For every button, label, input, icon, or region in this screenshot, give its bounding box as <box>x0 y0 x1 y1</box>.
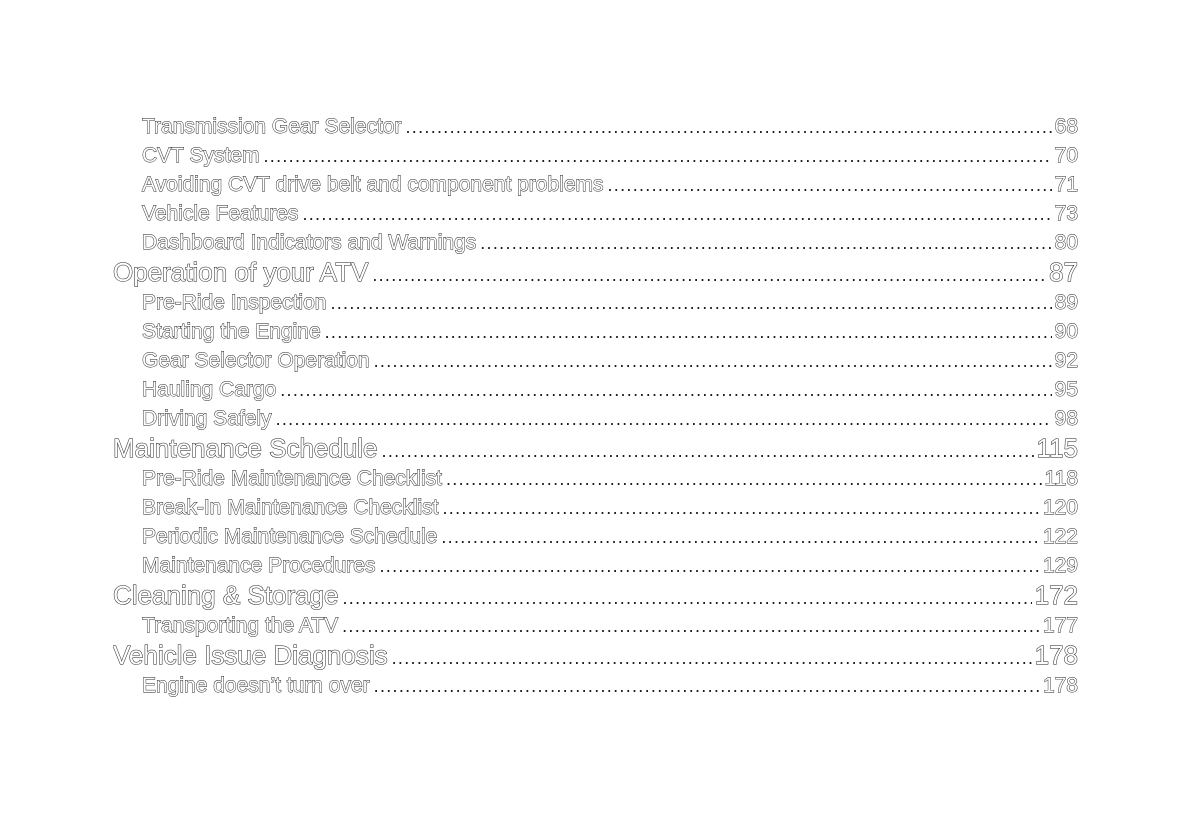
toc-entry-title: Transporting the ATV <box>142 614 339 637</box>
toc-entry-page: 118 <box>1044 467 1078 490</box>
toc-entry[interactable] <box>113 112 1078 141</box>
toc-section-page: 178 <box>1034 640 1078 670</box>
toc-section-title: Operation of your ATV <box>113 257 369 287</box>
toc-entry-title: Pre-Ride Inspection <box>142 291 327 314</box>
toc-entry[interactable] <box>113 346 1078 375</box>
dot-leader <box>405 113 1051 141</box>
toc-entry[interactable] <box>113 404 1078 433</box>
toc-entry[interactable] <box>113 228 1078 257</box>
toc-section-entry[interactable] <box>113 433 1078 464</box>
toc-entry-title: Maintenance Procedures <box>142 554 376 577</box>
toc-entry-page: 80 <box>1054 231 1078 254</box>
toc-entry-page: 90 <box>1054 320 1078 343</box>
toc-entry-page: 120 <box>1042 496 1078 519</box>
toc-entry[interactable] <box>113 170 1078 199</box>
toc-entry[interactable] <box>113 522 1078 551</box>
dot-leader <box>280 376 1051 404</box>
toc-entry-page: 122 <box>1042 525 1078 548</box>
toc-entry-title: Pre-Ride Maintenance Checklist <box>142 467 442 490</box>
dot-leader <box>608 171 1052 199</box>
dot-leader <box>392 643 1032 671</box>
toc-entry-page: 92 <box>1054 349 1078 372</box>
toc-entry[interactable] <box>113 375 1078 404</box>
dot-leader <box>342 612 1040 640</box>
dot-leader <box>342 583 1031 611</box>
dot-leader <box>372 260 1046 288</box>
toc-entry-page: 95 <box>1054 378 1078 401</box>
dot-leader <box>263 142 1051 170</box>
toc-entry[interactable] <box>113 493 1078 522</box>
toc-section-title: Cleaning & Storage <box>113 580 339 610</box>
toc-entry-title: Dashboard Indicators and Warnings <box>142 231 477 254</box>
toc-entry-title: Starting the Engine <box>142 320 321 343</box>
dot-leader <box>480 229 1051 257</box>
dot-leader <box>446 465 1042 493</box>
dot-leader <box>374 347 1052 375</box>
toc-entry[interactable] <box>113 611 1078 640</box>
dot-leader <box>330 289 1051 317</box>
toc-entry-page: 89 <box>1054 291 1078 314</box>
toc-entry-title: Hauling Cargo <box>142 378 277 401</box>
toc-entry[interactable] <box>113 288 1078 317</box>
toc-section-page: 87 <box>1049 257 1078 287</box>
toc-entry[interactable] <box>113 141 1078 170</box>
toc-entry-page: 98 <box>1054 407 1078 430</box>
toc-entry-title: Break-In Maintenance Checklist <box>142 496 439 519</box>
toc-entry-page: 177 <box>1042 614 1078 637</box>
dot-leader <box>379 552 1039 580</box>
toc-section-title: Maintenance Schedule <box>113 433 378 463</box>
dot-leader <box>276 405 1052 433</box>
toc-entry[interactable] <box>113 551 1078 580</box>
toc-entry-title: Gear Selector Operation <box>142 349 370 372</box>
toc-entry-title: Transmission Gear Selector <box>142 115 402 138</box>
toc-entry-page: 73 <box>1054 202 1078 225</box>
table-of-contents <box>113 112 1078 700</box>
dot-leader <box>442 494 1039 522</box>
toc-entry-title: Avoiding CVT drive belt and component problems <box>142 173 604 196</box>
toc-section-entry[interactable] <box>113 580 1078 611</box>
toc-entry-title: Driving Safely <box>142 407 272 430</box>
toc-entry-title: Engine doesn’t turn over <box>142 674 370 697</box>
toc-entry[interactable] <box>113 199 1078 228</box>
dot-leader <box>374 672 1040 700</box>
dot-leader <box>382 436 1034 464</box>
toc-section-title: Vehicle Issue Diagnosis <box>113 640 388 670</box>
toc-entry[interactable] <box>113 317 1078 346</box>
dot-leader <box>302 200 1051 228</box>
toc-entry-title: Periodic Maintenance Schedule <box>142 525 438 548</box>
toc-entry-title: CVT System <box>142 144 260 167</box>
toc-entry-page: 129 <box>1042 554 1078 577</box>
toc-entry-title: Vehicle Features <box>142 202 299 225</box>
toc-entry-page: 70 <box>1054 144 1078 167</box>
toc-entry-page: 68 <box>1054 115 1078 138</box>
toc-entry[interactable] <box>113 464 1078 493</box>
toc-section-page: 115 <box>1036 433 1078 463</box>
toc-entry-page: 178 <box>1042 674 1078 697</box>
toc-entry-page: 71 <box>1054 173 1078 196</box>
dot-leader <box>441 523 1040 551</box>
toc-section-page: 172 <box>1034 580 1078 610</box>
toc-entry[interactable] <box>113 671 1078 700</box>
toc-section-entry[interactable] <box>113 640 1078 671</box>
dot-leader <box>325 318 1052 346</box>
toc-section-entry[interactable] <box>113 257 1078 288</box>
